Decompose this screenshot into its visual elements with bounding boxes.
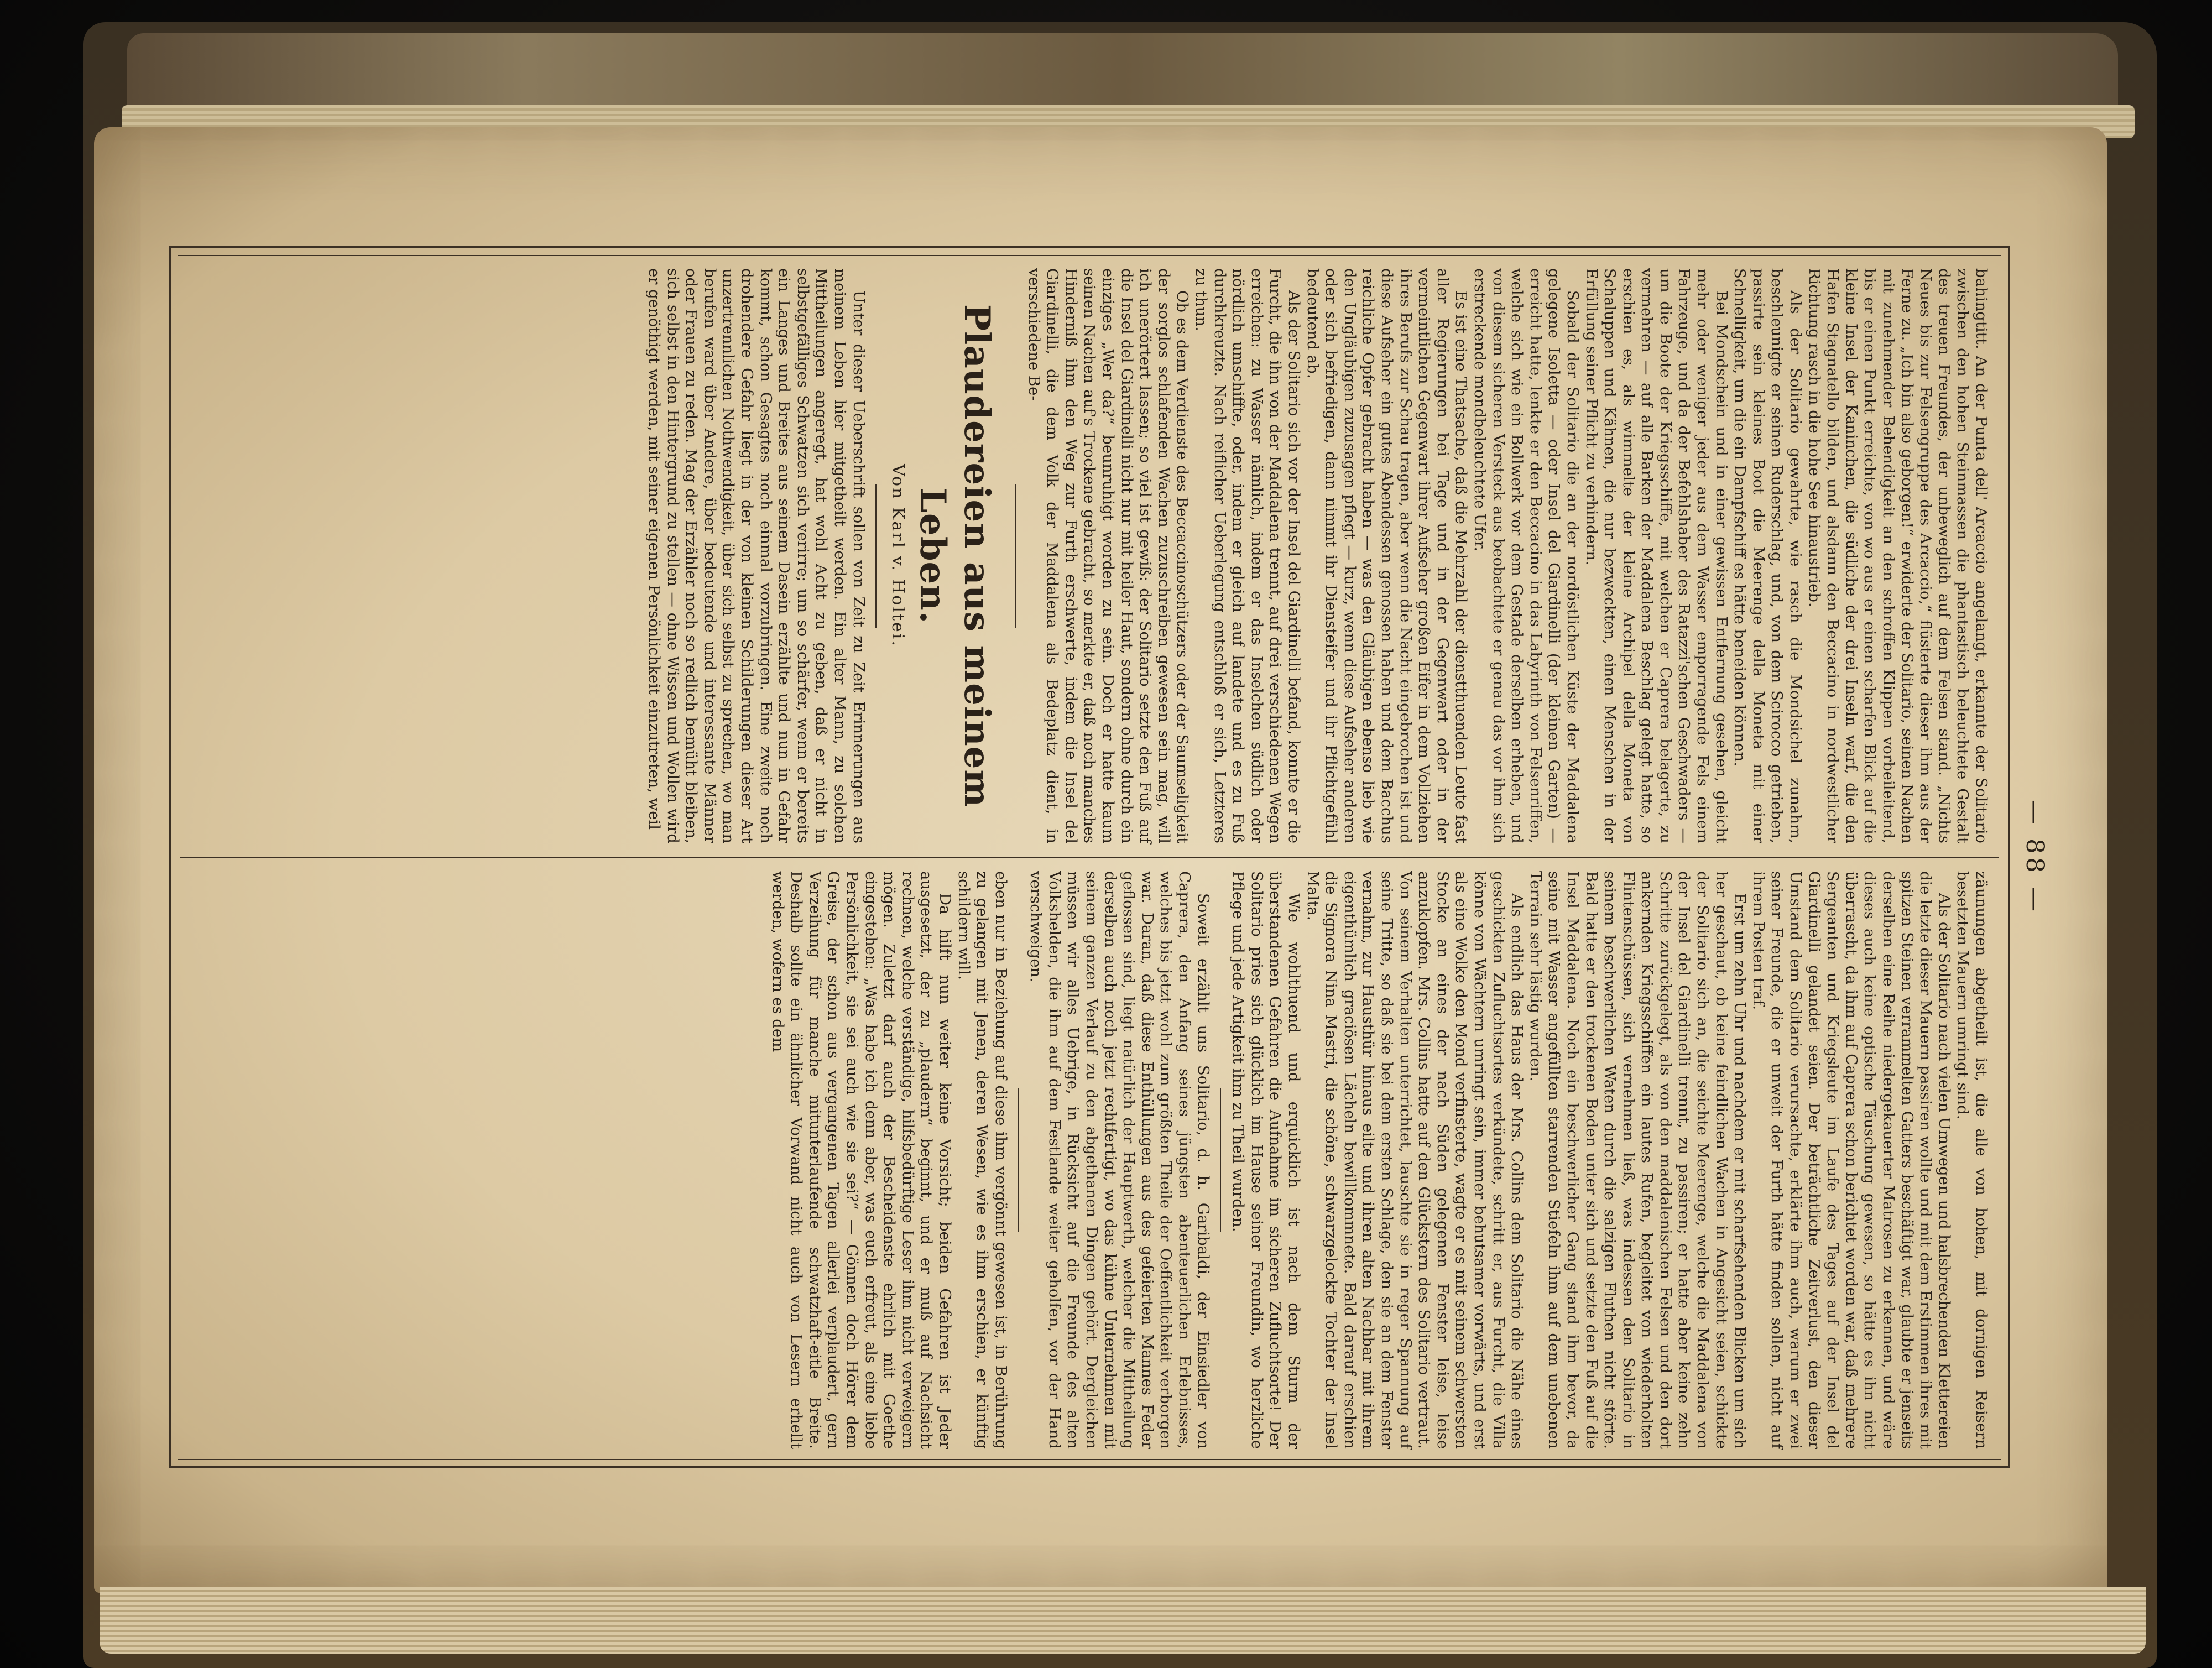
paragraph: Als der Solitario sich vor der Insel del Giardinelli befand, konnte er die Furcht, die ihn von der Maddalena trennt, auf drei verschiedenen Wegen erreichen: zu Wasser nämlich, indem er das Inselchen südlich oder nördlich umschiffte, oder, indem er gleich auf landete und es zu Fuß durchkreuzte. Nach reiflicher Ueberlegung entschloß er sich, Letzteres zu thun. — [1192, 268, 1303, 843]
book-spine — [127, 33, 2118, 116]
left-column — [644, 268, 1990, 843]
paragraph: Bei Mondschein und in einer gewissen Entfernung gesehen, gleicht mehr oder weniger jeder aus dem Wasser emporragende Fels einem Fahrzeuge, und da der Befehlshaber des Ratazzi'schen Geschwaders — um die Boote der Kriegsschiffe, mit welchen er Caprera belagerte, zu vermehren — auf alle Barken der Maddalena Beschlag gelegt hatte, so erschien es, als wimmelte der kleine Archipel della Moneta von Schaluppen und Kähnen, die nur bezweckten, einen Menschen in der Erfüllung seiner Pflicht zu verhindern. — [1582, 268, 1730, 843]
paragraph: Als der Solitario gewahrte, wie rasch die Mondsichel zunahm, beschleunigte er seinen Ruderschlag, und, von dem Scirocco getrieben, passirte sein kleines Boot die Meerenge della Moneta mit einer Schnelligkeit, um die ein Dampfschiff es hätte beneiden können. — [1731, 268, 1805, 843]
right-column — [768, 871, 1990, 1449]
page-edges-bottom — [100, 1587, 2146, 1654]
paragraph: Wie wohlthuend und erquicklich ist nach dem Sturm der überstandenen Gefahren die Aufnahme im sicheren Zufluchtsorte! Der Solitario pries sich glücklich im Hause seiner Freundin, wo herzliche Pflege und jede Artigkeit ihm zu Theil wurden. — [1229, 871, 1303, 1449]
paragraph: bahingtitt. An der Punta dell' Arcaccio angelangt, erkannte der Solitario zwischen den hohen Steinmassen die phantastisch beleuchtete Gestalt des treuen Freundes, der unbeweglich auf dem Felsen stand. „Nichts Neues bis zur Felsengruppe des Arcaccio,“ flüsterte dieser ihm aus der Ferne zu. „Ich bin also geborgen!“ erwiderte der Solitario, seinen Nachen mit zunehmender Behendigkeit an den schroffen Klippen vorbeileitend, bis er einen Punkt erreichte, von wo aus er einen scharfen Blick auf die kleine Insel der Kaninchen, die südliche der drei Inseln warf, die den Hafen Stagnatello bilden, und alsdann den Beccacino in nordwestlicher Richtung rasch in die hohe See hinaustrieb. — [1805, 268, 1990, 843]
article-byline: Von Karl v. Holtei. — [888, 464, 908, 648]
paragraph: Als der Solitario nach vielen Umwegen und halsbrechenden Klettereien die letzte dieser Mauern passiren wollte und mit dem Erstimmen ihres mit spitzen Steinen verrammelten Gatters beschäftigt war, glaubte er jenseits derselben eine Reihe niedergekauerter Matrosen zu erkennen, und wäre dieses auch keine optische Täuschung gewesen, so hätte es ihn nicht überrascht, da ihm auf Caprera schon berichtet worden war, daß mehrere Sergeanten und Kriegsleute im Laufe des Tages auf der Insel del Giardinelli gelandet seien. Der beträchtliche Zeitverlust, den dieser Umstand dem Solitario verursachte, erklärte ihm auch, warum er zwei seiner Freunde, die er unweit der Furth hätte finden sollen, nicht auf ihrem Posten traf. — [1749, 871, 1953, 1449]
paragraph: Als endlich das Haus der Mrs. Collins dem Solitario die Nähe eines geschickten Zufluchtsortes verkündete, schritt er, aus Furcht, die Villa könne von Wächtern umringt sein, immer behutsamer vorwärts, und erst als eine Wolke den Mond verfinsterte, wagte er es mit seinem schwersten Stocke an eines der nach Süden gelegenen Fenster leise, leise anzuklopfen. Mrs. Collins hatte auf den Glückstern des Solitario vertraut. Von seinem Verhalten unterrichtet, lauschte sie in reger Spannung auf seine Tritte, so daß sie bei dem ersten Schlage, den sie an dem Fenster vernahm, zur Hausthür hinaus eilte und ihren alten Nachbar mit ihrem eigenthümlich graciösen Lächeln bewillkommnete. Bald darauf erschien die Signora Nina Mastri, die schöne, schwarzgelockte Tochter der Insel Malta. — [1303, 871, 1526, 1449]
paragraph: Da hilft nun weiter keine Vorsicht; beiden Gefahren ist Jeder ausgesetzt, der zu „plaudern“ beginnt, und er muß auf Nachsicht rechnen, welche verständige, hilfsbedürftige Leser ihm nicht verweigern mögen. Zuletzt darf auch der Bescheidenste ehrlich mit Goethe eingestehen: „Was habe ich denn aber, was euch erfreut, als eine liebe Persönlichkeit, sie sei auch wie sie sei?“ — Gönnen doch Hörer dem Greise, der schon aus vergangenen Tagen allerlei verplaudert, gern Verzeihung für manche mitunterlaufende schwatzhaft-eitle Breite. Deshalb sollte ein ähnlicher Vorwand nicht auch von Lesern erhellt werden, wofern es dem — [769, 871, 954, 1449]
paragraph: Unter dieser Ueberschrift sollen von Zeit zu Zeit Erinnerungen aus meinem Leben hier mitgetheilt werden. Ein alter Mann, zu solchen Mittheilungen angeregt, hat wohl Acht zu geben, daß er nicht in selbstgefälliges Schwatzen sich verirre; um so schärfer, wenn er bereits ein Langes und Breites aus seinem Dasein erzählte und nun in Gefahr kommt, schon Gesagtes noch einmal vorzubringen. Eine zweite noch drohendere Gefahr liegt in der von kleinen Schilderungen dieser Art unzertrennlichen Nothwendigkeit, über sich selbst zu sprechen, wo man berufen ward über Andere, über bedeutende und interessante Männer oder Frauen zu reden. Mag der Erzähler noch so redlich bemüht bleiben, sich selbst in den Hintergrund zu stellen — ohne Wissen und Wollen wird er genöthigt werden, mit seiner eigenen Persönlichkeit einzutreten, weil — [645, 268, 868, 843]
section-rule — [875, 484, 877, 628]
section-rule — [1015, 484, 1016, 628]
paragraph: zäunungen abgetheilt ist, die alle von hohen, mit dornigen Reisern besetzten Mauern umringt sind. — [1954, 871, 1990, 1449]
paragraph: eben nur in Beziehung auf diese ihm vergönnt gewesen ist, in Berührung zu gelangen mit Jenen, deren Wesen, wie es ihm erschien, er künftig schildern will. — [954, 871, 1010, 1449]
article-title: Plaudereien aus meinem Leben. — [912, 304, 998, 808]
section-rule — [1018, 1088, 1019, 1232]
paragraph: Erst um zehn Uhr und nachdem er mit scharfsehenden Blicken um sich her geschaut, ob keine feindlichen Wachen in Angesicht seien, schickte der Solitario sich an, die seichte Meerenge, welche die Maddalena von der Insel del Giardinelli trennt, zu passiren; er hatte aber keine zehn Schritte zurückgelegt, als von den maddalenischen Felsen und den dort ankernden Kriegsschiffen ein lautes Rufen, begleitet von wiederholten Flintenschüssen, sich vernehmen ließ, was indessen den Solitario in seinem beschwerlichen Waten durch die salzigen Fluthen nicht störte. Bald hatte er den trockenen Boden unter sich und setzte den Fuß auf die Insel Maddalena. Noch ein beschwerlicher Gang stand ihm bevor, da seine mit Wasser angefüllten starrenden Stiefeln ihm auf dem unebenen Terrain sehr lästig wurden. — [1526, 871, 1749, 1449]
page-number-header: — 88 — — [2021, 800, 2049, 915]
paragraph: Ob es dem Verdienste des Beccaccinoschützers oder der Saumseligkeit der sorglos schlafenden Wachen zuzuschreiben gewesen sein mag, will ich unerörtert lassen; so viel ist gewiß: der Solitario setzte den Fuß auf die Insel del Giardinelli nicht nur mit heiler Haut, sondern ohne durch ein einziges „Wer da?“ beunruhigt worden zu sein. Doch er hatte kaum seinen Nachen auf's Trockene gebracht, so merkte er, daß noch manches Hinderniß ihm den Weg zur Furth erschwerte, indem die Insel del Giardinelli, die dem Volk der Maddalena als Bedeplatz dient, in verschiedene Be- — [1025, 268, 1192, 843]
paragraph: Soweit erzählt uns Solitario, d. h. Garibaldi, der Einsiedler von Caprera, den Anfang seines jüngsten abenteuerlichen Erlebnisses, welches bis jetzt wohl zum größten Theile der Oeffentlichkeit verborgen war. Daran, daß diese Enthüllungen aus des gefeierten Mannes Feder geflossen sind, liegt natürlich der Hauptwerth, welcher die Mittheilung derselben auch noch jetzt rechtfertigt, wo das kühne Unternehmen mit seinem ganzen Verlauf zu den abgethanen Dingen gehört. Dergleichen müssen wir alles Uebrige, in Rücksicht auf die Freunde des alten Volkshelden, die ihm auf dem Festlande weiter geholfen, vor der Hand verschweigen. — [1027, 871, 1212, 1449]
rotated-page-content — [169, 246, 2049, 1468]
paragraph: Sobald der Solitario die an der nordöstlichen Küste der Maddalena gelegene Isoletta — oder Insel del Giardinelli (der kleinen Garten) — erreicht hatte, lenkte er den Beccacino in das Labyrinth von Felsenriffen, welche sich wie ein Bollwerk vor dem Gestade derselben erheben, und von diesem sicheren Versteck aus beobachtete er genau das vor ihm sich erstreckende mondbeleuchtete Ufer. — [1470, 268, 1582, 843]
paragraph: Es ist eine Thatsache, daß die Mehrzahl der dienstthuenden Leute fast aller Regierungen bei Tage und in der Gegenwart oder in der vermeintlichen Gegenwart ihrer Aufseher großen Eifer in dem Vollziehen ihres Berufs zur Schau tragen, aber wenn die Nacht eingebrochen ist und diese Aufseher ein gutes Abendessen genossen haben und dem Bacchus reichliche Opfer gebracht haben — was den Gläubigen ebenso lieb wie den Ungläubigen zuzusagen pflegt — kurz, wenn diese Aufseher anderen oder sich befriedigen, dann nimmt ihr Diensteifer und ihr Pflichtgefühl bedeutend ab. — [1303, 268, 1470, 843]
section-rule — [1220, 1088, 1221, 1232]
column-divider — [180, 857, 1999, 858]
